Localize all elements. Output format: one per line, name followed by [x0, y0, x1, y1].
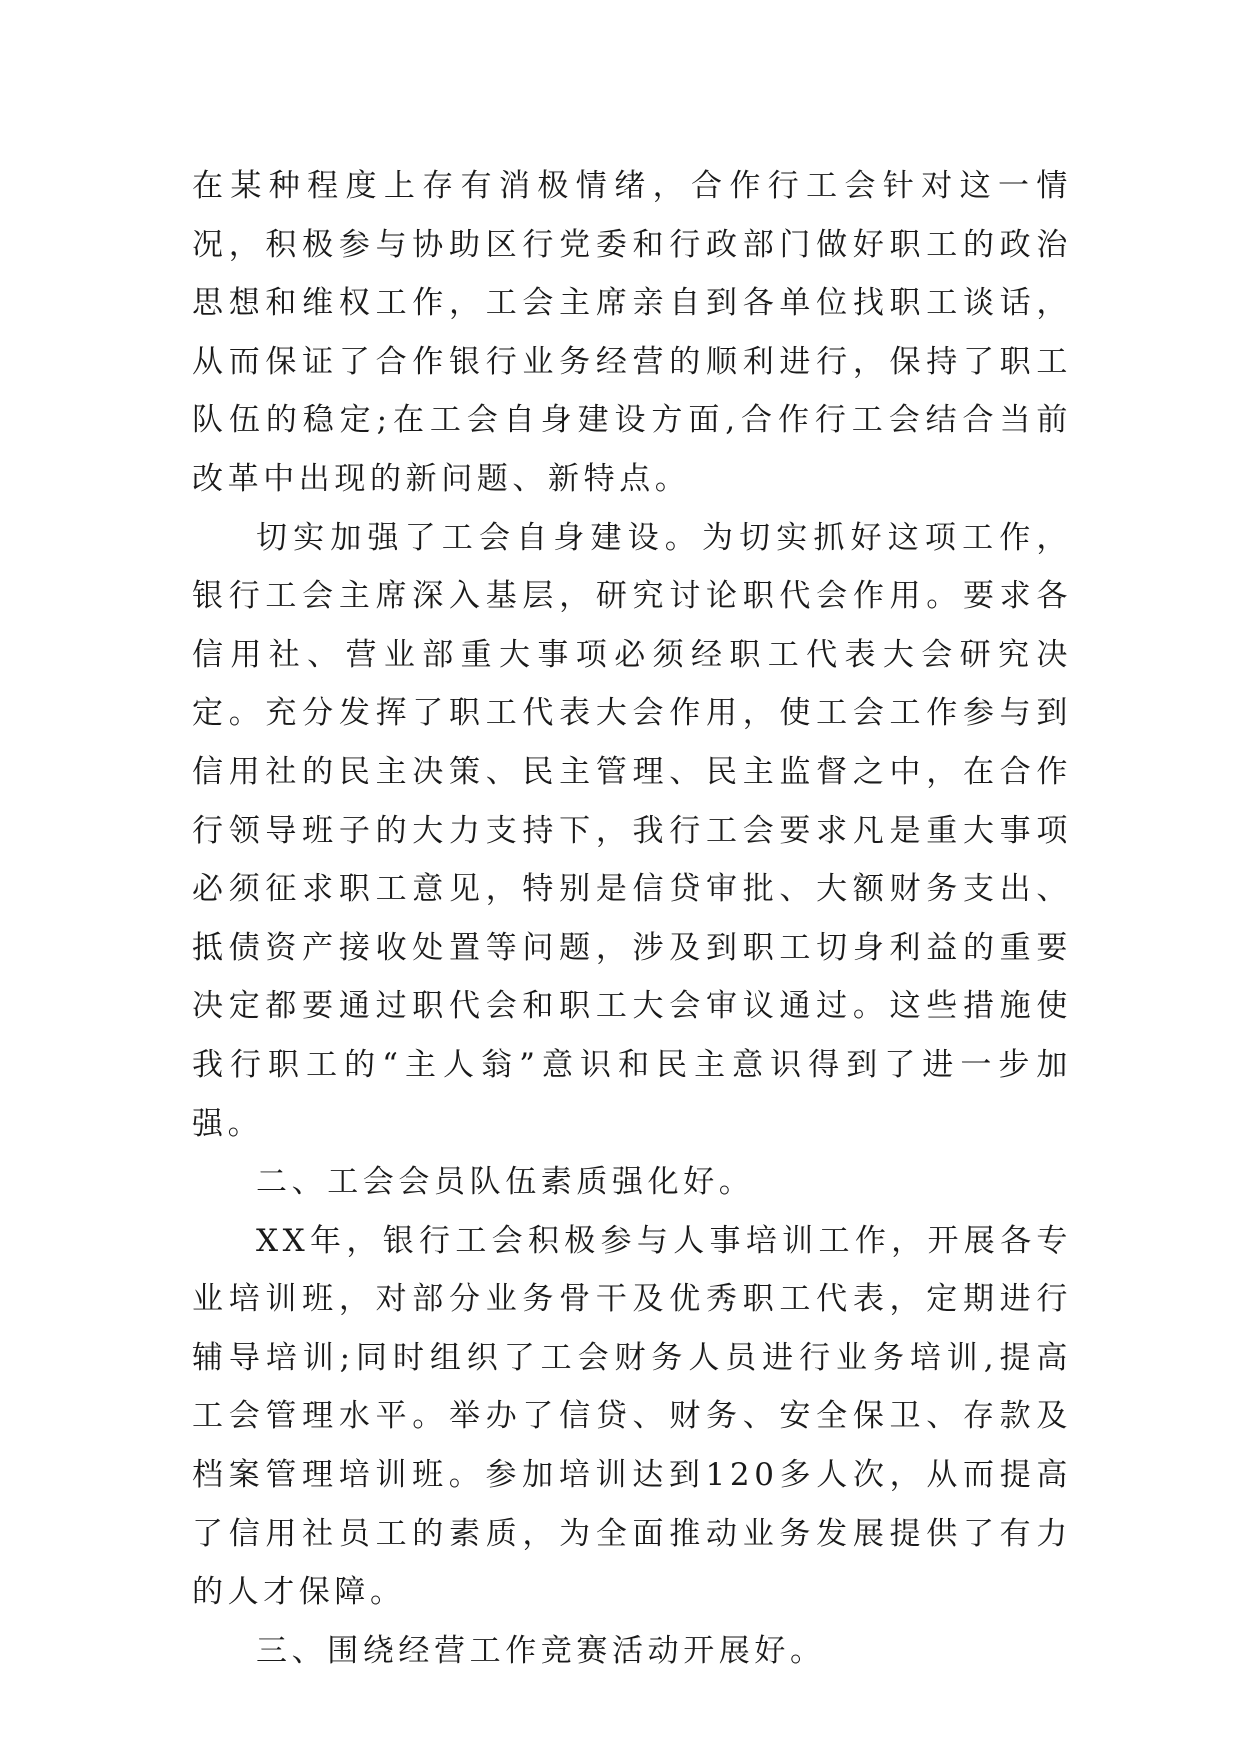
- document-body: [192, 157, 1072, 1680]
- paragraph-self-building: 切实加强了工会自身建设。为切实抓好这项工作，银行工会主席深入基层，研究讨论职代会作用。要求各信用社、营业部重大事项必须经职工代表大会研究决定。充分发挥了职工代表大会作用，使工会工作参与到信用社的民主决策、民主管理、民主监督之中，在合作行领导班子的大力支持下，我行工会要求凡是重大事项必须征求职工意见，特别是信贷审批、大额财务支出、抵债资产接收处置等问题，涉及到职工切身利益的重要决定都要通过职代会和职工大会审议通过。这些措施使我行职工的“主人翁”意识和民主意识得到了进一步加强。: [192, 519, 1072, 1142]
- section-heading-three: 三、围绕经营工作竞赛活动开展好。: [256, 1632, 826, 1669]
- section-heading-two: 二、工会会员队伍素质强化好。: [256, 1164, 755, 1201]
- paragraph-continuation: 在某种程度上存有消极情绪，合作行工会针对这一情况，积极参与协助区行党委和行政部门做好职工的政治思想和维权工作，工会主席亲自到各单位找职工谈话，从而保证了合作银行业务经营的顺利进行，保持了职工队伍的稳定;在工会自身建设方面,合作行工会结合当前改革中出现的新问题、新特点。: [192, 168, 1072, 497]
- paragraph-training: XX年，银行工会积极参与人事培训工作，开展各专业培训班，对部分业务骨干及优秀职工代表，定期进行辅导培训;同时组织了工会财务人员进行业务培训,提高工会管理水平。举办了信贷、财务、安全保卫、存款及档案管理培训班。参加培训达到120多人次，从而提高了信用社员工的素质，为全面推动业务发展提供了有力的人才保障。: [192, 1222, 1072, 1611]
